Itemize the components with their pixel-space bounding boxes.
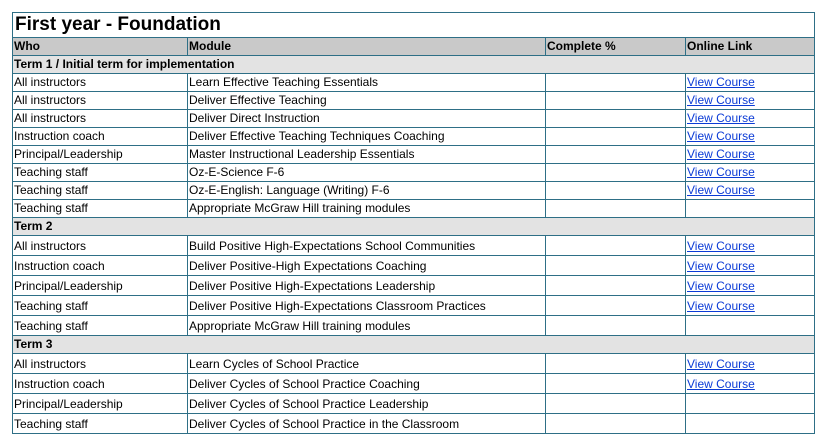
cell-online-link [686,200,815,218]
cell-who: All instructors [13,236,188,256]
cell-module: Deliver Cycles of School Practice Coaching [188,374,546,394]
cell-complete[interactable] [546,146,686,164]
view-course-link[interactable]: View Course [687,147,755,161]
view-course-link[interactable]: View Course [687,299,755,313]
term-label: Term 2 [13,218,815,236]
header-link: Online Link [686,38,815,56]
view-course-link[interactable]: View Course [687,165,755,179]
header-row [13,38,815,56]
title-row [13,13,815,38]
cell-online-link [686,182,815,200]
cell-module: Master Instructional Leadership Essentials [188,146,546,164]
cell-online-link [686,394,815,414]
table-row [13,394,815,414]
table-row [13,182,815,200]
table-row [13,200,815,218]
cell-online-link [686,354,815,374]
cell-online-link [686,146,815,164]
cell-complete[interactable] [546,354,686,374]
cell-who: Instruction coach [13,374,188,394]
table-row [13,236,815,256]
cell-module: Appropriate McGraw Hill training modules [188,316,546,336]
cell-complete[interactable] [546,414,686,434]
term-label: Term 3 [13,336,815,354]
table-row [13,374,815,394]
cell-complete[interactable] [546,316,686,336]
cell-complete[interactable] [546,200,686,218]
cell-who: Teaching staff [13,296,188,316]
cell-who: Principal/Leadership [13,276,188,296]
cell-who: Instruction coach [13,256,188,276]
cell-complete[interactable] [546,128,686,146]
cell-who: Principal/Leadership [13,394,188,414]
view-course-link[interactable]: View Course [687,357,755,371]
table-row [13,276,815,296]
view-course-link[interactable]: View Course [687,279,755,293]
cell-complete[interactable] [546,164,686,182]
cell-who: Teaching staff [13,164,188,182]
cell-module: Deliver Positive High-Expectations Leadership [188,276,546,296]
cell-module: Deliver Positive High-Expectations Classroom Practices [188,296,546,316]
page-title: First year - Foundation [13,13,815,38]
view-course-link[interactable]: View Course [687,377,755,391]
table-row [13,316,815,336]
cell-complete[interactable] [546,296,686,316]
cell-online-link [686,316,815,336]
cell-complete[interactable] [546,74,686,92]
cell-complete[interactable] [546,110,686,128]
cell-online-link [686,92,815,110]
cell-complete[interactable] [546,92,686,110]
view-course-link[interactable]: View Course [687,183,755,197]
term-row [13,56,815,74]
cell-online-link [686,296,815,316]
course-table-body [13,13,815,434]
cell-who: Teaching staff [13,182,188,200]
table-row [13,414,815,434]
cell-module: Oz-E-Science F-6 [188,164,546,182]
view-course-link[interactable]: View Course [687,75,755,89]
cell-module: Oz-E-English: Language (Writing) F-6 [188,182,546,200]
cell-who: Teaching staff [13,200,188,218]
cell-online-link [686,276,815,296]
view-course-link[interactable]: View Course [687,259,755,273]
cell-module: Deliver Cycles of School Practice Leadership [188,394,546,414]
cell-module: Learn Cycles of School Practice [188,354,546,374]
cell-module: Deliver Positive-High Expectations Coaching [188,256,546,276]
cell-who: All instructors [13,92,188,110]
cell-who: Teaching staff [13,316,188,336]
view-course-link[interactable]: View Course [687,111,755,125]
cell-module: Appropriate McGraw Hill training modules [188,200,546,218]
cell-who: Instruction coach [13,128,188,146]
cell-who: Principal/Leadership [13,146,188,164]
table-row [13,128,815,146]
cell-complete[interactable] [546,182,686,200]
table-row [13,296,815,316]
cell-online-link [686,256,815,276]
cell-who: All instructors [13,74,188,92]
course-table [12,12,815,434]
cell-online-link [686,374,815,394]
table-row [13,110,815,128]
view-course-link[interactable]: View Course [687,239,755,253]
header-complete: Complete % [546,38,686,56]
cell-module: Deliver Cycles of School Practice in the Classroom [188,414,546,434]
view-course-link[interactable]: View Course [687,93,755,107]
table-row [13,256,815,276]
cell-complete[interactable] [546,394,686,414]
term-label: Term 1 / Initial term for implementation [13,56,815,74]
cell-module: Learn Effective Teaching Essentials [188,74,546,92]
cell-complete[interactable] [546,256,686,276]
cell-complete[interactable] [546,276,686,296]
table-row [13,354,815,374]
header-module: Module [188,38,546,56]
term-row [13,218,815,236]
view-course-link[interactable]: View Course [687,129,755,143]
cell-complete[interactable] [546,236,686,256]
table-row [13,164,815,182]
table-row [13,74,815,92]
cell-module: Build Positive High-Expectations School Communities [188,236,546,256]
cell-online-link [686,414,815,434]
cell-online-link [686,128,815,146]
term-row [13,336,815,354]
cell-module: Deliver Effective Teaching Techniques Coaching [188,128,546,146]
cell-who: All instructors [13,354,188,374]
cell-module: Deliver Effective Teaching [188,92,546,110]
cell-complete[interactable] [546,374,686,394]
cell-who: All instructors [13,110,188,128]
cell-module: Deliver Direct Instruction [188,110,546,128]
cell-online-link [686,74,815,92]
cell-who: Teaching staff [13,414,188,434]
cell-online-link [686,110,815,128]
table-row [13,146,815,164]
table-row [13,92,815,110]
header-who: Who [13,38,188,56]
cell-online-link [686,164,815,182]
cell-online-link [686,236,815,256]
